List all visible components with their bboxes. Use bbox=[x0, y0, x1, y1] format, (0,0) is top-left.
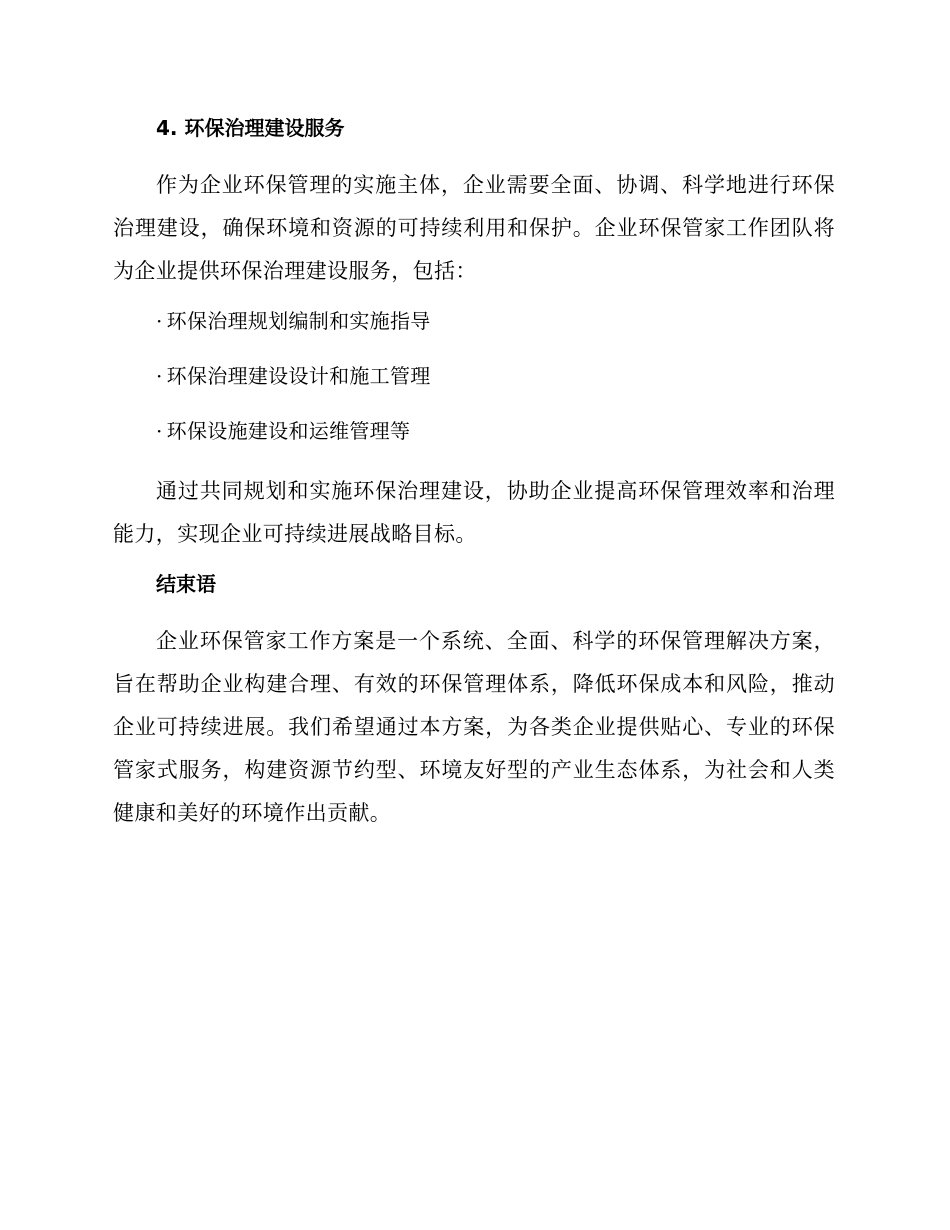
bullet-marker: · bbox=[156, 419, 163, 443]
section-summary-paragraph: 通过共同规划和实施环保治理建设，协助企业提高环保管理效率和治理能力，实现企业可持续进展战略目标。 bbox=[113, 479, 835, 546]
section-intro-paragraph: 作为企业环保管理的实施主体，企业需要全面、协调、科学地进行环保治理建设，确保环境和资源的可持续利用和保护。企业环保管家工作团队将为企业提供环保治理建设服务，包括： bbox=[113, 173, 835, 283]
bullet-text: 环保设施建设和运维管理等 bbox=[166, 419, 411, 443]
bullet-text: 环保治理建设设计和施工管理 bbox=[166, 364, 431, 388]
bullet-marker: · bbox=[156, 309, 163, 333]
bullet-item bbox=[113, 360, 835, 392]
conclusion-heading: 结束语 bbox=[156, 572, 216, 596]
bullet-text: 环保治理规划编制和实施指导 bbox=[166, 309, 431, 333]
bullet-item bbox=[113, 415, 835, 447]
bullet-marker: · bbox=[156, 364, 163, 388]
page-content bbox=[113, 112, 835, 843]
bullet-item bbox=[113, 305, 835, 337]
section-heading: 4. 环保治理建设服务 bbox=[156, 116, 345, 140]
conclusion-paragraph: 企业环保管家工作方案是一个系统、全面、科学的环保管理解决方案，旨在帮助企业构建合理、有效的环保管理体系，降低环保成本和风险，推动企业可持续进展。我们希望通过本方案，为各类企业提供贴心、专业的环保管家式服务，构建资源节约型、环境友好型的产业生态体系，为社会和人类健康和美好的环境作出贡献。 bbox=[113, 629, 835, 825]
